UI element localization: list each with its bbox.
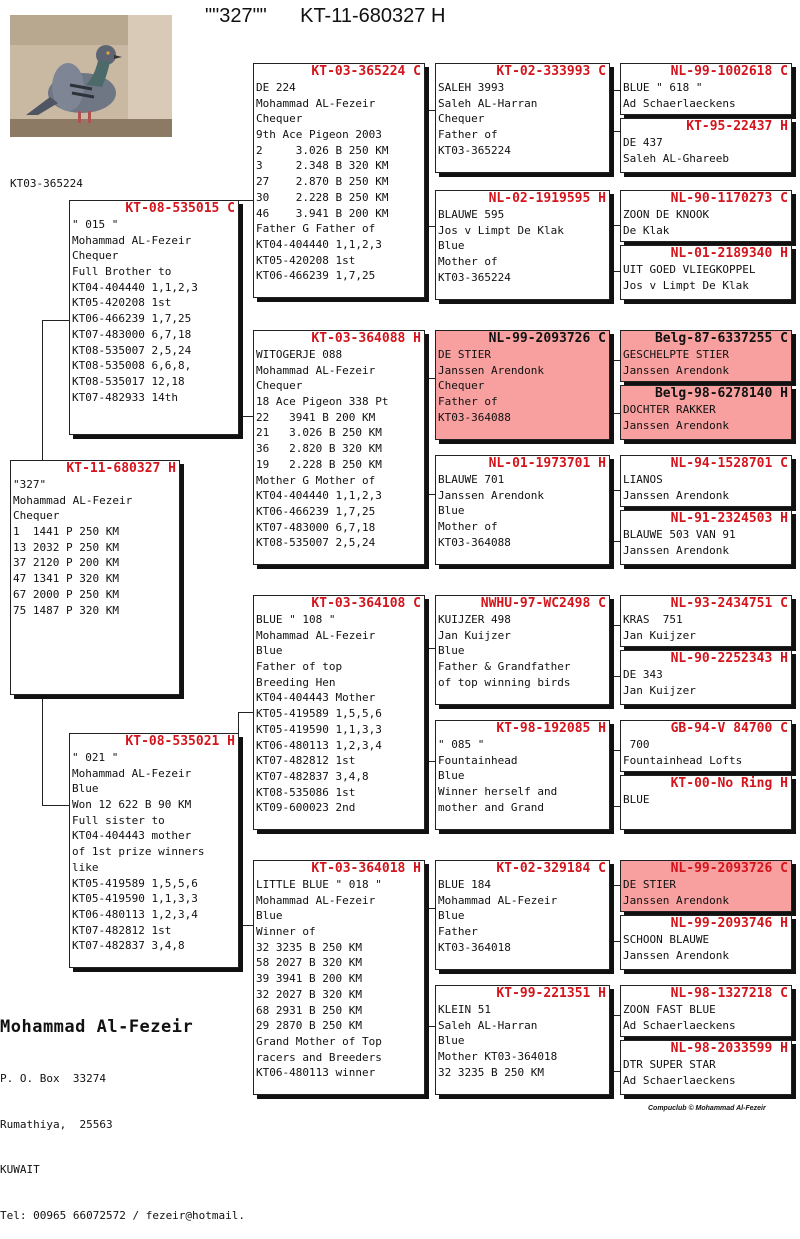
ring-number: NL-98-2033599 H: [670, 1041, 788, 1056]
detail-line: DE 343: [623, 668, 663, 681]
pigeon-photo: [10, 15, 172, 137]
detail-line: ZOON FAST BLUE: [623, 1003, 716, 1016]
ring-number: KT-02-333993 C: [496, 64, 606, 79]
pigeon-details: [11, 477, 179, 618]
detail-line: Mohammad AL-Fezeir: [256, 363, 376, 377]
ring-number: KT-00-No Ring H: [670, 776, 788, 791]
pigeon-details: [436, 80, 609, 158]
detail-line: 67 2000 P 250 KM: [13, 587, 119, 601]
detail-line: 1 1441 P 250 KM: [13, 525, 119, 539]
pigeon-details: [621, 612, 791, 643]
ring-number: Belg-98-6278140 H: [654, 386, 788, 401]
g4-ancestor-card[interactable]: [620, 985, 792, 1037]
pigeon-details: [436, 347, 609, 425]
detail-line: KT09-600023 2nd: [256, 801, 356, 815]
detail-line: Mother G Mother of: [256, 473, 376, 487]
detail-line: Mohammad AL-Fezeir: [438, 893, 558, 907]
g4-ancestor-card[interactable]: [620, 63, 792, 115]
g4-ancestor-card[interactable]: [620, 510, 792, 565]
detail-line: 46 3.941 B 200 KM: [256, 206, 389, 220]
pigeon-details: [621, 402, 791, 433]
detail-line: KT05-419589 1,5,5,6: [72, 876, 198, 890]
ring-number: KT-11-680327 H: [66, 461, 176, 476]
detail-line: SCHOON BLAUWE: [623, 933, 710, 946]
detail-line: GESCHELPTE STIER: [623, 348, 729, 361]
detail-line: 700: [623, 738, 650, 751]
g4-ancestor-card[interactable]: [620, 595, 792, 647]
detail-line: KT06-480113 1,2,3,4: [72, 907, 198, 921]
detail-line: "327": [13, 478, 47, 491]
detail-line: Mohammad AL-Fezeir: [72, 766, 192, 780]
subject-card[interactable]: [10, 460, 180, 695]
great-grandparent-card[interactable]: [435, 595, 610, 705]
ring-number: KT-03-365224 C: [311, 64, 421, 79]
pigeon-details: [436, 1002, 609, 1080]
detail-line: KT07-482812 1st: [72, 923, 172, 937]
detail-line: 36 2.820 B 320 KM: [256, 442, 382, 456]
detail-line: Janssen Arendonk: [623, 418, 729, 432]
detail-line: KT05-419589 1,5,5,6: [256, 707, 382, 721]
detail-line: Father & Grandfather: [438, 660, 571, 674]
detail-line: 47 1341 P 320 KM: [13, 572, 119, 586]
pigeon-details: [254, 612, 424, 816]
detail-line: BLUE " 618 ": [623, 81, 703, 94]
detail-line: Jan Kuijzer: [623, 628, 696, 642]
ring-number: NL-94-1528701 C: [670, 456, 788, 471]
detail-line: " 021 ": [72, 751, 119, 764]
detail-line: Janssen Arendonk: [438, 488, 544, 502]
detail-line: Janssen Arendonk: [623, 363, 729, 377]
pigeon-details: [621, 877, 791, 908]
side-note: KT03-365224: [10, 177, 83, 190]
detail-line: KT03-364088: [438, 410, 511, 424]
detail-line: DE 224: [256, 81, 296, 94]
ring-number: KT-03-364018 H: [311, 861, 421, 876]
pedigree-title: ""327"" KT-11-680327 H: [205, 5, 446, 27]
detail-line: Breeding Hen: [256, 675, 336, 689]
detail-line: Chequer: [438, 112, 485, 126]
ring-number: NL-93-2434751 C: [670, 596, 788, 611]
detail-line: Grand Mother of Top: [256, 1034, 382, 1048]
sire-card[interactable]: [69, 200, 239, 435]
pigeon-details: [621, 792, 791, 808]
detail-line: 58 2027 B 320 KM: [256, 956, 362, 970]
detail-line: Father of top: [256, 660, 343, 674]
detail-line: " 015 ": [72, 218, 119, 231]
grandparent-card[interactable]: [253, 595, 425, 830]
pigeon-details: [621, 1057, 791, 1088]
detail-line: KLEIN 51: [438, 1003, 491, 1016]
detail-line: 32 2027 B 320 KM: [256, 987, 362, 1001]
detail-line: Ad Schaerlaeckens: [623, 1073, 736, 1087]
detail-line: Fountainhead Lofts: [623, 753, 743, 767]
ring-number: NL-91-2324503 H: [670, 511, 788, 526]
owner-address: [0, 1041, 245, 1239]
detail-line: Blue: [72, 782, 99, 796]
detail-line: 13 2032 P 250 KM: [13, 540, 119, 554]
detail-line: DE STIER: [438, 348, 491, 361]
detail-line: Saleh AL-Harran: [438, 96, 538, 110]
pigeon-details: [436, 472, 609, 550]
detail-line: KT08-535007 2,5,24: [256, 536, 376, 550]
detail-line: Blue: [438, 644, 465, 658]
g4-ancestor-card[interactable]: [620, 650, 792, 705]
detail-line: Won 12 622 B 90 KM: [72, 798, 192, 812]
ring-number: KT-08-535015 C: [125, 201, 235, 216]
detail-line: KT06-466239 1,7,25: [72, 312, 192, 326]
detail-line: UIT GOED VLIEGKOPPEL: [623, 263, 756, 276]
detail-line: KT06-466239 1,7,25: [256, 504, 376, 518]
detail-line: Father of: [438, 128, 498, 142]
ring-number: NL-98-1327218 C: [670, 986, 788, 1001]
detail-line: KT03-364088: [438, 535, 511, 549]
detail-line: 27 2.870 B 250 KM: [256, 175, 389, 189]
detail-line: 39 3941 B 200 KM: [256, 972, 362, 986]
g4-ancestor-card[interactable]: [620, 915, 792, 970]
detail-line: Blue: [438, 909, 465, 923]
ring-number: KT-99-221351 H: [496, 986, 606, 1001]
g4-ancestor-card[interactable]: [620, 860, 792, 912]
detail-line: DOCHTER RAKKER: [623, 403, 716, 416]
address-line: Rumathiya, 25563: [0, 1117, 113, 1131]
ring-number: KT-03-364088 H: [311, 331, 421, 346]
detail-line: Chequer: [13, 509, 60, 523]
g4-ancestor-card[interactable]: [620, 245, 792, 300]
g4-ancestor-card[interactable]: [620, 720, 792, 772]
g4-ancestor-card[interactable]: [620, 190, 792, 242]
detail-line: BLUE " 108 ": [256, 613, 336, 626]
detail-line: Blue: [256, 644, 283, 658]
pigeon-details: [254, 347, 424, 551]
detail-line: mother and Grand: [438, 800, 544, 814]
detail-line: of top winning birds: [438, 675, 571, 689]
detail-line: Janssen Arendonk: [623, 488, 729, 502]
detail-line: KT08-535008 6,6,8,: [72, 359, 192, 373]
sire-connector: [42, 320, 70, 461]
detail-line: Jos v Limpt De Klak: [438, 223, 564, 237]
detail-line: 32 3235 B 250 KM: [438, 1065, 544, 1079]
detail-line: Jos v Limpt De Klak: [623, 278, 749, 292]
ring-number: NL-01-1973701 H: [488, 456, 606, 471]
ring-number: Belg-87-6337255 C: [654, 331, 788, 346]
contact-line: Tel: 00965 66072572 / fezeir@hotmail.: [0, 1209, 246, 1223]
detail-line: KT08-535086 1st: [256, 785, 356, 799]
detail-line: 32 3235 B 250 KM: [256, 940, 362, 954]
pigeon-details: [621, 472, 791, 503]
detail-line: Full Brother to: [72, 265, 172, 279]
detail-line: Father of: [438, 395, 498, 409]
pigeon-details: [621, 527, 791, 558]
sire-parents-connector: [238, 200, 254, 417]
detail-line: BLAUWE 701: [438, 473, 505, 486]
detail-line: Fountainhead: [438, 753, 518, 767]
detail-line: Saleh AL-Harran: [438, 1018, 538, 1032]
detail-line: KT03-364018: [438, 940, 511, 954]
detail-line: Winner herself and: [438, 785, 558, 799]
detail-line: WITOGERJE 088: [256, 348, 343, 361]
ring-number: NWHU-97-WC2498 C: [480, 596, 606, 611]
detail-line: DTR SUPER STAR: [623, 1058, 716, 1071]
g4-ancestor-card[interactable]: [620, 775, 792, 830]
detail-line: KT06-480113 winner: [256, 1066, 376, 1080]
detail-line: 3 2.348 B 320 KM: [256, 159, 389, 173]
detail-line: Father G Father of: [256, 222, 376, 236]
grandparent-card[interactable]: [253, 860, 425, 1095]
dam-card[interactable]: [69, 733, 239, 968]
detail-line: Blue: [438, 239, 465, 253]
g4-ancestor-card[interactable]: [620, 330, 792, 382]
detail-line: KT07-482933 14th: [72, 390, 178, 404]
detail-line: Chequer: [256, 379, 303, 393]
ring-number: KT-98-192085 H: [496, 721, 606, 736]
detail-line: Chequer: [72, 249, 119, 263]
detail-line: Mother of: [438, 255, 498, 269]
detail-line: 2 3.026 B 250 KM: [256, 143, 389, 157]
great-grandparent-card[interactable]: [435, 985, 610, 1095]
detail-line: LITTLE BLUE " 018 ": [256, 878, 382, 891]
detail-line: " 085 ": [438, 738, 485, 751]
pigeon-details: [621, 347, 791, 378]
detail-line: Mohammad AL-Fezeir: [72, 233, 192, 247]
detail-line: 22 3941 B 200 KM: [256, 410, 376, 424]
pigeon-details: [254, 877, 424, 1081]
ring-number: NL-90-1170273 C: [670, 191, 788, 206]
ring-number: KT-02-329184 C: [496, 861, 606, 876]
detail-line: Winner of: [256, 925, 316, 939]
detail-line: 30 2.228 B 250 KM: [256, 190, 389, 204]
pigeon-details: [621, 135, 791, 166]
detail-line: KUIJZER 498: [438, 613, 511, 626]
address-line: P. O. Box 33274: [0, 1072, 106, 1085]
grandparent-card[interactable]: [253, 63, 425, 298]
detail-line: LIANOS: [623, 473, 663, 486]
pigeon-details: [621, 667, 791, 698]
grandparent-card[interactable]: [253, 330, 425, 565]
detail-line: KT04-404443 mother: [72, 829, 192, 843]
pigeon-details: [70, 750, 238, 954]
detail-line: KT04-404440 1,1,2,3: [256, 489, 382, 503]
detail-line: KT05-419590 1,1,3,3: [72, 892, 198, 906]
ring-number: NL-99-2093746 H: [670, 916, 788, 931]
pigeon-details: [621, 1002, 791, 1033]
detail-line: KRAS 751: [623, 613, 683, 626]
pigeon-details: [621, 207, 791, 238]
pigeon-details: [436, 612, 609, 690]
detail-line: 37 2120 P 200 KM: [13, 556, 119, 570]
detail-line: KT07-482812 1st: [256, 754, 356, 768]
pigeon-details: [70, 217, 238, 405]
detail-line: Ad Schaerlaeckens: [623, 96, 736, 110]
detail-line: 18 Ace Pigeon 338 Pt: [256, 395, 389, 409]
detail-line: Mother of: [438, 520, 498, 534]
detail-line: Janssen Arendonk: [438, 363, 544, 377]
ring-number: NL-90-2252343 H: [670, 651, 788, 666]
detail-line: 68 2931 B 250 KM: [256, 1003, 362, 1017]
ring-number: NL-99-2093726 C: [670, 861, 788, 876]
detail-line: KT04-404443 Mother: [256, 691, 376, 705]
detail-line: ZOON DE KNOOK: [623, 208, 710, 221]
ring-number: KT-95-22437 H: [686, 119, 788, 134]
detail-line: Ad Schaerlaeckens: [623, 1018, 736, 1032]
detail-line: Janssen Arendonk: [623, 543, 729, 557]
detail-line: racers and Breeders: [256, 1050, 382, 1064]
owner-name: Mohammad Al-Fezeir: [0, 1017, 194, 1037]
detail-line: Saleh AL-Ghareeb: [623, 151, 729, 165]
detail-line: KT07-482837 3,4,8: [256, 769, 369, 783]
detail-line: KT07-482837 3,4,8: [72, 939, 185, 953]
detail-line: Father: [438, 925, 478, 939]
great-grandparent-card[interactable]: [435, 860, 610, 970]
g4-ancestor-card[interactable]: [620, 1040, 792, 1095]
detail-line: SALEH 3993: [438, 81, 505, 94]
detail-line: BLUE 184: [438, 878, 491, 891]
g4-ancestor-card[interactable]: [620, 455, 792, 507]
g4-ancestor-card[interactable]: [620, 118, 792, 173]
detail-line: KT05-420208 1st: [256, 253, 356, 267]
software-credit: Compuclub © Mohammad Al-Fezeir: [648, 1105, 766, 1112]
pigeon-details: [436, 207, 609, 285]
pigeon-details: [436, 877, 609, 955]
great-grandparent-card[interactable]: [435, 190, 610, 300]
detail-line: 19 2.228 B 250 KM: [256, 457, 382, 471]
detail-line: Mohammad AL-Fezeir: [256, 893, 376, 907]
detail-line: Jan Kuijzer: [623, 683, 696, 697]
ring-number: GB-94-V 84700 C: [670, 721, 788, 736]
detail-line: KT05-419590 1,1,3,3: [256, 722, 382, 736]
great-grandparent-card[interactable]: [435, 63, 610, 173]
dam-parents-connector: [238, 712, 254, 926]
detail-line: Janssen Arendonk: [623, 948, 729, 962]
ring-number: NL-99-2093726 C: [488, 331, 606, 346]
detail-line: Blue: [438, 504, 465, 518]
detail-line: KT03-365224: [438, 143, 511, 157]
ring-number: KT-03-364108 C: [311, 596, 421, 611]
detail-line: KT06-466239 1,7,25: [256, 269, 376, 283]
pigeon-details: [621, 932, 791, 963]
great-grandparent-card[interactable]: [435, 720, 610, 830]
detail-line: Blue: [256, 909, 283, 923]
detail-line: KT06-480113 1,2,3,4: [256, 738, 382, 752]
ring-number: NL-02-1919595 H: [488, 191, 606, 206]
detail-line: DE STIER: [623, 878, 676, 891]
detail-line: Chequer: [438, 379, 485, 393]
detail-line: BLAUWE 595: [438, 208, 505, 221]
detail-line: Blue: [438, 769, 465, 783]
address-line: KUWAIT: [0, 1163, 40, 1177]
detail-line: KT07-483000 6,7,18: [256, 520, 376, 534]
detail-line: Jan Kuijzer: [438, 628, 511, 642]
detail-line: De Klak: [623, 223, 670, 237]
detail-line: KT08-535017 12,18: [72, 374, 185, 388]
detail-line: BLUE: [623, 793, 650, 806]
ring-number: KT-08-535021 H: [125, 734, 235, 749]
pigeon-details: [621, 262, 791, 293]
detail-line: 75 1487 P 320 KM: [13, 603, 119, 617]
ring-number: NL-01-2189340 H: [670, 246, 788, 261]
detail-line: Mohammad AL-Fezeir: [13, 493, 133, 507]
detail-line: Mohammad AL-Fezeir: [256, 96, 376, 110]
detail-line: KT04-404440 1,1,2,3: [256, 237, 382, 251]
detail-line: Chequer: [256, 112, 303, 126]
detail-line: 21 3.026 B 250 KM: [256, 426, 382, 440]
g4-ancestor-card[interactable]: [620, 385, 792, 440]
detail-line: Full sister to: [72, 813, 165, 827]
pigeon-details: [436, 737, 609, 815]
detail-line: 29 2870 B 250 KM: [256, 1019, 362, 1033]
detail-line: Janssen Arendonk: [623, 893, 729, 907]
detail-line: Mother KT03-364018: [438, 1050, 558, 1064]
pigeon-details: [621, 80, 791, 111]
detail-line: BLAUWE 503 VAN 91: [623, 528, 736, 541]
detail-line: KT07-483000 6,7,18: [72, 327, 192, 341]
great-grandparent-card[interactable]: [435, 330, 610, 440]
dam-connector: [42, 695, 70, 806]
detail-line: KT03-365224: [438, 270, 511, 284]
detail-line: KT08-535007 2,5,24: [72, 343, 192, 357]
detail-line: 9th Ace Pigeon 2003: [256, 128, 382, 142]
detail-line: KT04-404440 1,1,2,3: [72, 280, 198, 294]
detail-line: KT05-420208 1st: [72, 296, 172, 310]
ring-number: NL-99-1002618 C: [670, 64, 788, 79]
great-grandparent-card[interactable]: [435, 455, 610, 565]
detail-line: DE 437: [623, 136, 663, 149]
detail-line: like: [72, 860, 99, 874]
pigeon-details: [254, 80, 424, 284]
detail-line: Mohammad AL-Fezeir: [256, 628, 376, 642]
pigeon-details: [621, 737, 791, 768]
detail-line: Blue: [438, 1034, 465, 1048]
detail-line: of 1st prize winners: [72, 845, 205, 859]
